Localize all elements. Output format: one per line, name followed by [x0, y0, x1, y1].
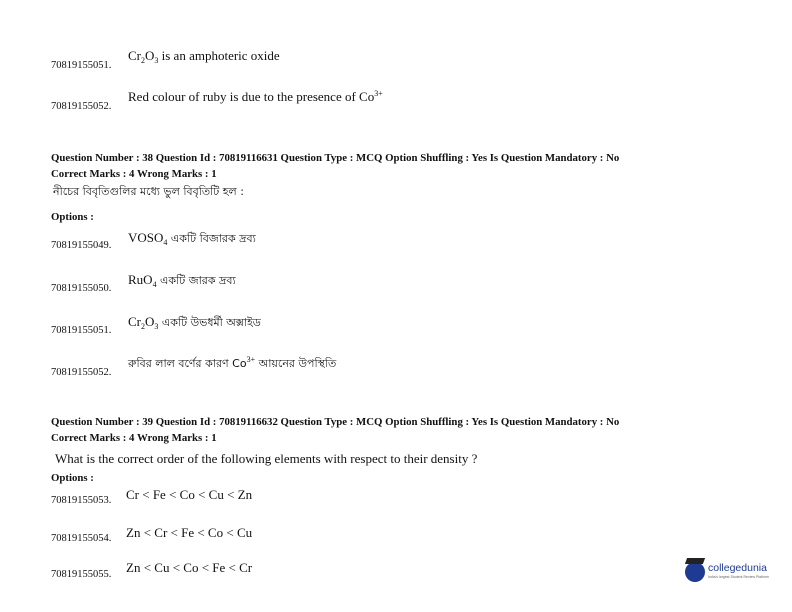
option-id: 70819155049.: [51, 240, 112, 251]
logo-tagline: India's largest Student Review Platform: [708, 575, 769, 579]
option-text: Cr < Fe < Co < Cu < Zn: [126, 487, 253, 502]
graduation-cap-icon: [685, 558, 705, 564]
question-statement: What is the correct order of the following elements with respect to their density ?: [55, 451, 478, 466]
question-marks: Correct Marks : 4 Wrong Marks : 1: [51, 432, 217, 444]
option-id: 70819155055.: [51, 569, 112, 580]
option-id: 70819155053.: [51, 495, 112, 506]
question-header: Question Number : 38 Question Id : 70819116631 Question Type : MCQ Option Shuffling : Yes Is Question Mandatory : No: [51, 152, 620, 164]
logo-name: collegedunia: [708, 562, 767, 574]
collegedunia-logo: [685, 559, 789, 585]
option-text: RuO$_4$ একটি জারক দ্রব্য: [128, 272, 236, 289]
option-text: Zn < Cr < Fe < Co < Cu: [126, 525, 253, 540]
question-header: Question Number : 39 Question Id : 70819116632 Question Type : MCQ Option Shuffling : Yes Is Question Mandatory : No: [51, 416, 620, 428]
option-text: $Cr_2O_3$ একটি উভধর্মী অক্সাইড: [128, 314, 261, 331]
option-text: Zn < Cu < Co < Fe < Cr: [126, 560, 253, 575]
option-id: 70819155054.: [51, 533, 112, 544]
question-statement: নীচের বিবৃতিগুলির মধ্যে ভুল বিবৃতিটি হল :: [53, 185, 244, 198]
option-id: 70819155051.: [51, 325, 112, 336]
graduate-icon: [685, 562, 705, 582]
option-text: $VOSO_4$ একটি বিজারক দ্রব্য: [128, 230, 256, 247]
option-text: Red colour of ruby is due to the presence of $Co^{3+}$: [128, 89, 383, 104]
option-id: 70819155051.: [51, 60, 112, 71]
options-label: Options :: [51, 211, 94, 223]
question-marks: Correct Marks : 4 Wrong Marks : 1: [51, 168, 217, 180]
option-id: 70819155052.: [51, 101, 112, 112]
options-label: Options :: [51, 472, 94, 484]
option-id: 70819155050.: [51, 283, 112, 294]
option-text: রুবির লাল বর্ণের কারণ $Co^{3+}$ আয়নের উপস্থিতি: [128, 355, 337, 370]
option-id: 70819155052.: [51, 367, 112, 378]
option-text: $Cr_2O_3$ is an amphoteric oxide: [128, 48, 280, 65]
